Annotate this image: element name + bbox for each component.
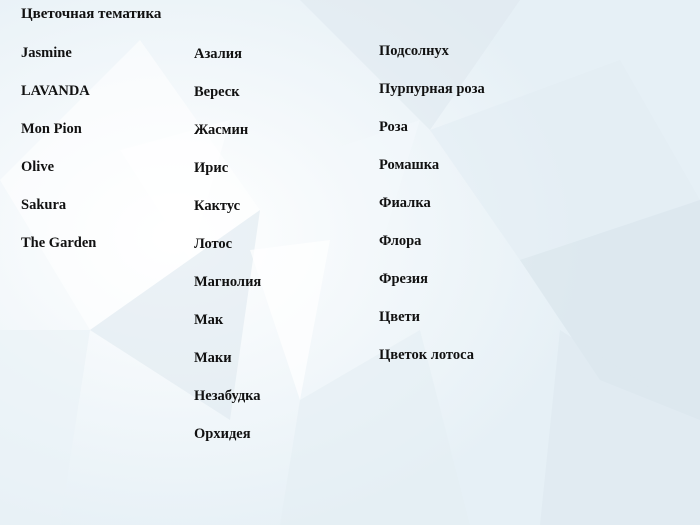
list-item: Olive <box>21 159 55 175</box>
list-item: Jasmine <box>21 45 72 61</box>
list-item: Орхидея <box>194 426 251 442</box>
list-item: Вереск <box>194 84 240 100</box>
flower-list-column-1 <box>21 44 96 272</box>
list-item: Мак <box>194 312 224 328</box>
list-item: Цвети <box>379 309 421 325</box>
flower-list-column-2 <box>194 45 261 463</box>
list-item: Жасмин <box>194 122 249 138</box>
list-item: Ромашка <box>379 157 440 173</box>
list-item: Фрезия <box>379 271 428 287</box>
list-item: Азалия <box>194 46 243 62</box>
list-item: Флора <box>379 233 422 249</box>
list-item: Mon Pion <box>21 121 82 137</box>
list-item: Подсолнух <box>379 43 449 59</box>
list-item: Фиалка <box>379 195 431 211</box>
list-item: LAVANDA <box>21 83 90 99</box>
list-item: Кактус <box>194 198 241 214</box>
list-item: The Garden <box>21 235 97 251</box>
list-item: Незабудка <box>194 388 261 404</box>
list-item: Ирис <box>194 160 229 176</box>
list-item: Роза <box>379 119 408 135</box>
list-item: Магнолия <box>194 274 262 290</box>
page-title: Цветочная тематика <box>21 6 162 22</box>
flower-list-column-3 <box>379 42 485 384</box>
list-item: Маки <box>194 350 232 366</box>
list-item: Лотос <box>194 236 233 252</box>
list-item: Sakura <box>21 197 67 213</box>
list-item: Цветок лотоса <box>379 347 474 363</box>
list-item: Пурпурная роза <box>379 81 485 97</box>
